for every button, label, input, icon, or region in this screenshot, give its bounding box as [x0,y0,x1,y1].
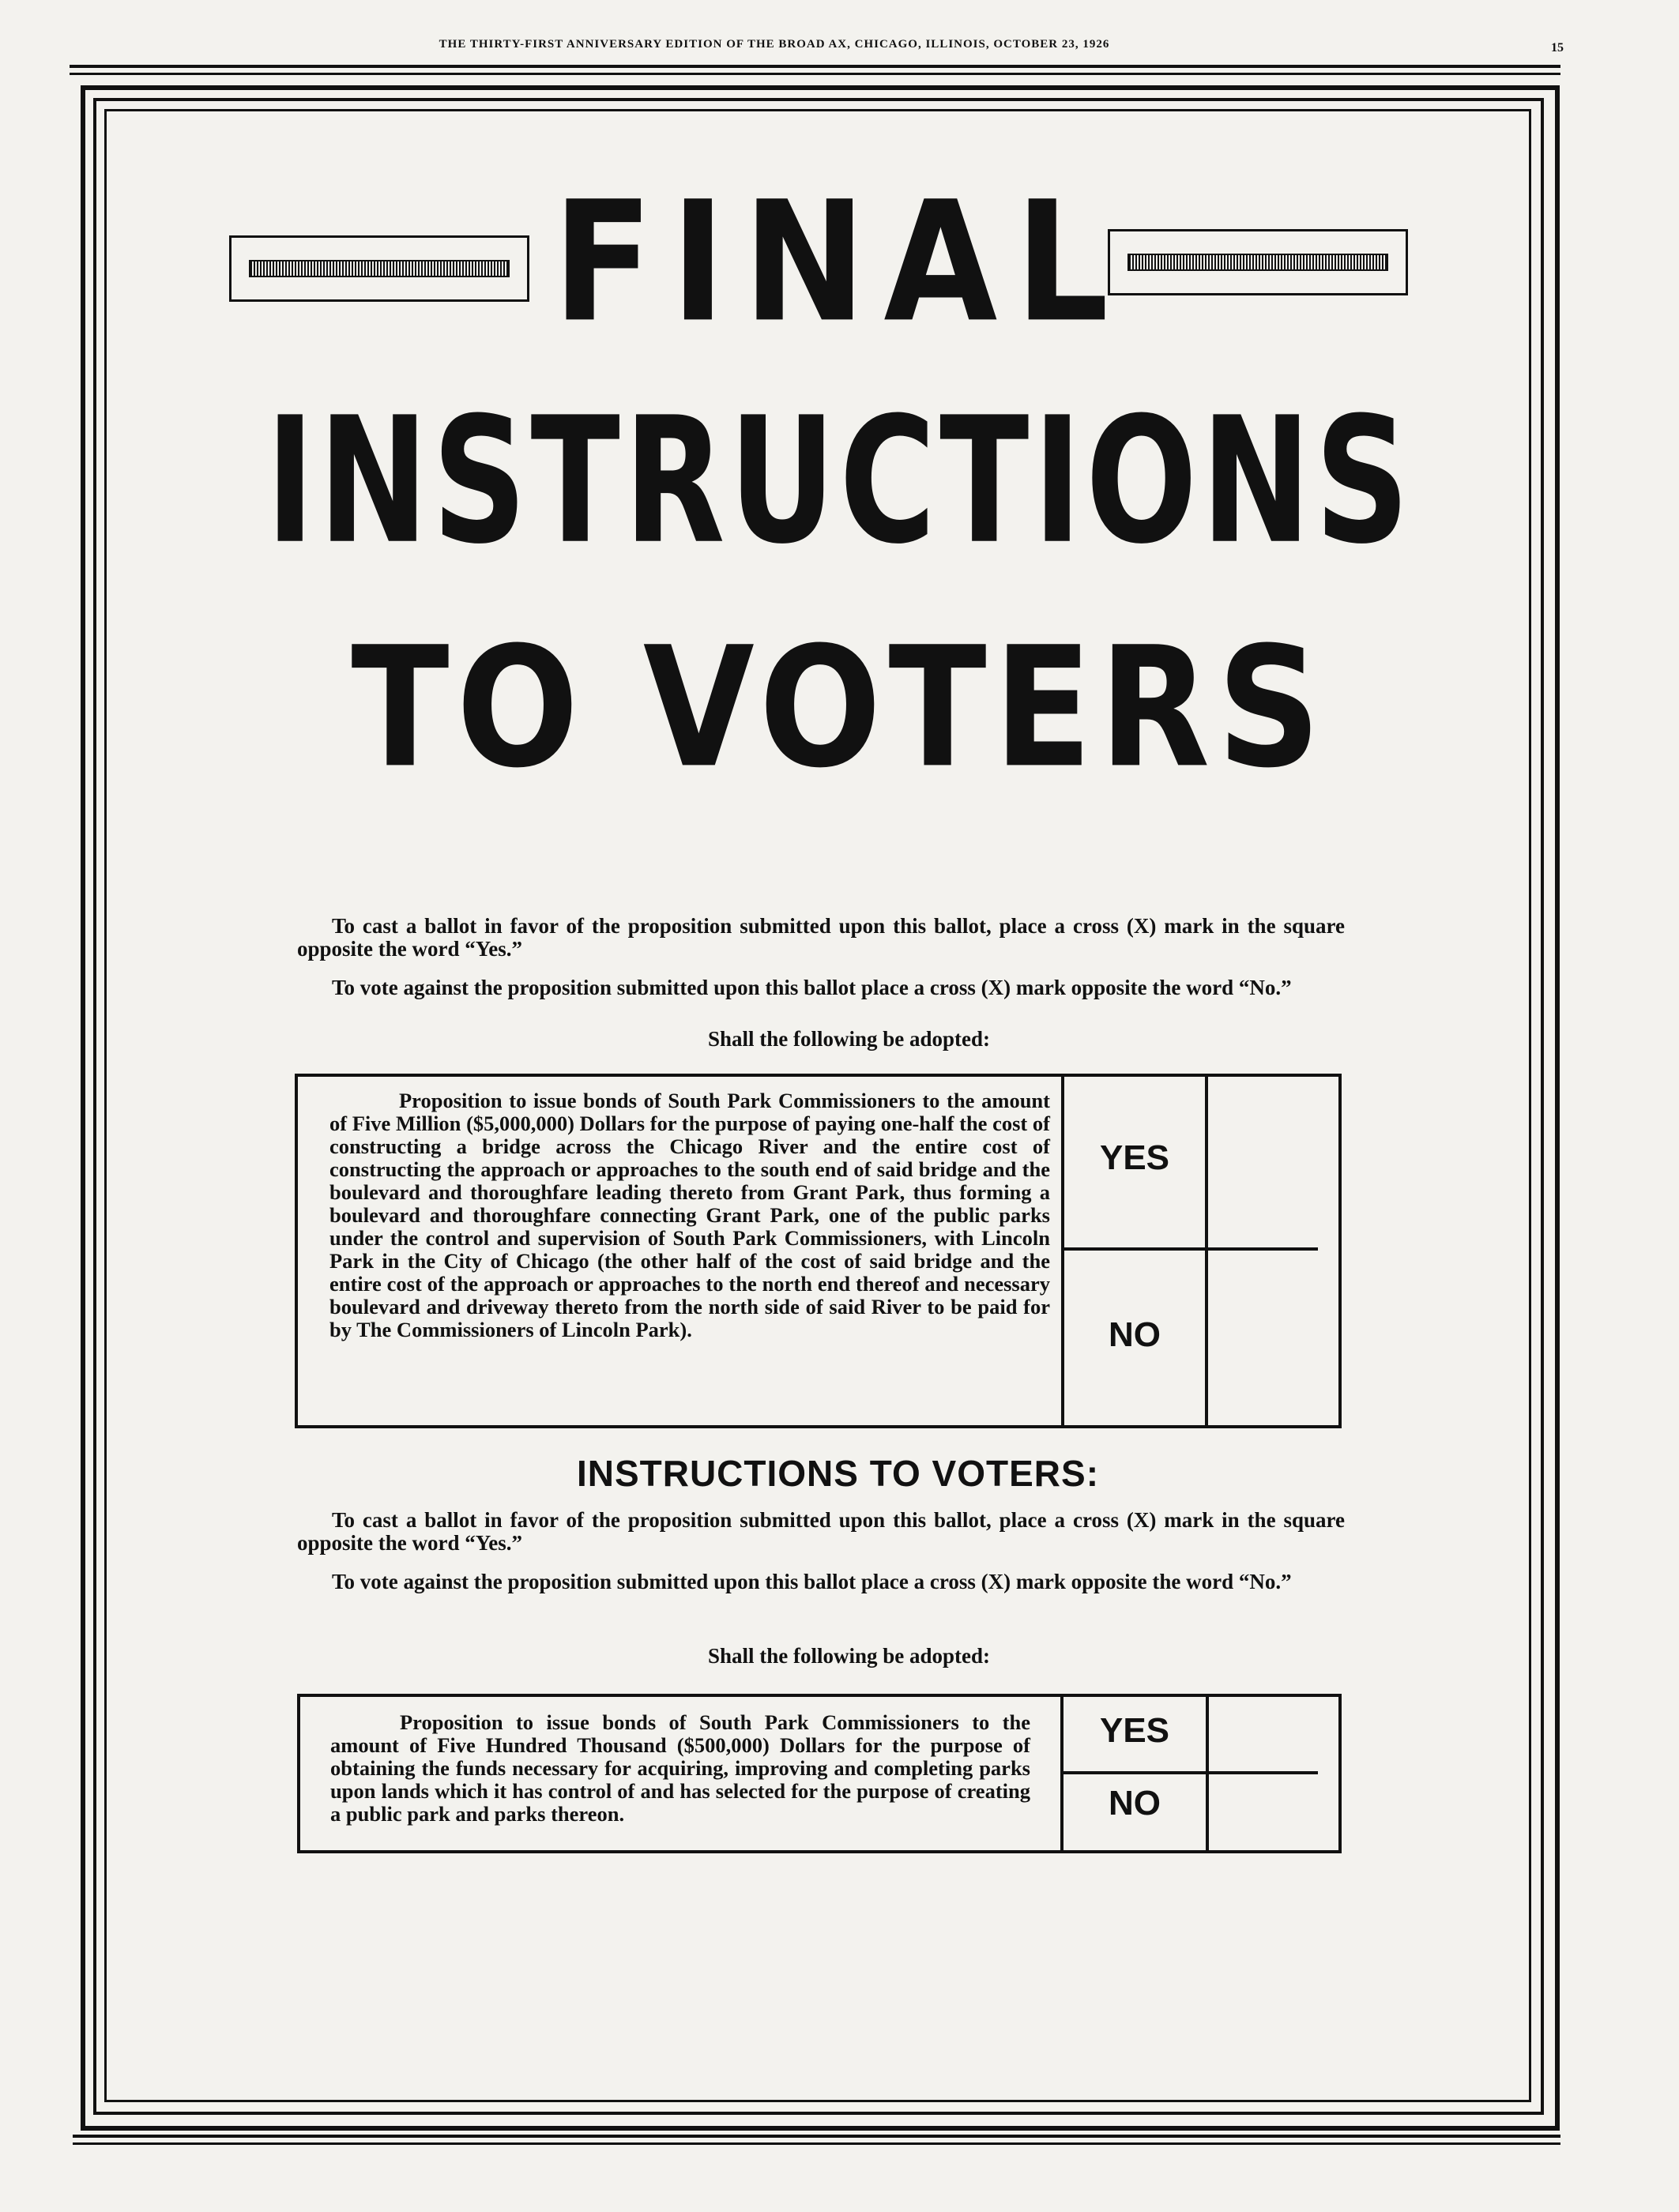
headline-to-voters: TO VOTERS [351,611,1328,805]
question-2: Shall the following be adopted: [707,1644,991,1668]
ballot-1-yes-label: YES [1099,1138,1170,1177]
instruction-no-2: To vote against the proposition submitted upon this ballot place a cross (X) mark opposite the word “No.” [332,1570,1292,1593]
top-rule-lower [70,73,1560,75]
ballot-2-no-square[interactable] [1209,1774,1340,1850]
ballot-1-divider-a [1061,1077,1064,1425]
ballot-1-no-label: NO [1109,1315,1161,1354]
headline-instructions: INSTRUCTIONS [265,380,1414,583]
ballot-1-no-square[interactable] [1208,1251,1340,1425]
instruction-yes-1: To cast a ballot in favor of the proposition submitted upon this ballot, place a cross (X) mark in the square opposite the word “Yes.” [297,914,1345,961]
question-1: Shall the following be adopted: [707,1027,991,1051]
ballot-2-yes-square[interactable] [1209,1697,1340,1771]
instruction-yes-2: To cast a ballot in favor of the proposition submitted upon this ballot, place a cross (X) mark in the square opposite the word “Yes.” [297,1508,1345,1555]
ballot-2-no-label: NO [1109,1784,1161,1823]
proposition-2: Proposition to issue bonds of South Park Commissioners to the amount of Five Hundred Thousand ($500,000) Dollars for the purpose of obtaining the funds necessary for acquiring, improving and completing parks upon lands which it has control of and has selected for the purpose of creating a public park and parks thereon. [330,1710,1030,1826]
ballot-box-2 [297,1694,1342,1853]
edition-header: THE THIRTY-FIRST ANNIVERSARY EDITION OF THE BROAD AX, CHICAGO, ILLINOIS, OCTOBER 23, 1926 [439,38,1110,51]
page-number: 15 [1551,41,1564,55]
headline-final: FINAL [552,166,1127,359]
ballot-1-yes-square[interactable] [1208,1077,1340,1247]
bottom-rule-upper [73,2135,1560,2138]
top-rule-upper [70,65,1560,68]
ballot-2-yes-label: YES [1099,1711,1170,1750]
instruction-no-1: To vote against the proposition submitted upon this ballot place a cross (X) mark opposite the word “No.” [332,976,1292,999]
section-2-heading: INSTRUCTIONS TO VOTERS: [576,1453,1100,1494]
proposition-1: Proposition to issue bonds of South Park Commissioners to the amount of Five Million ($5,000,000) Dollars for the purpose of paying one-half the cost of constructing a bridge across the Chicago River and the entire cost of constructing the approach or approaches to the south end of said bridge and the boulevard and thoroughfare leading thereto from Grant Park, thus forming a boulevard and thoroughfare connecting Grant Park, one of the public parks under the control and supervision of South Park Commissioners, with Lincoln Park in the City of Chicago (the other half of the cost of said bridge and the entire cost of the approach or approaches to the north end thereof and necessary boulevard and driveway thereto from the north side of said River to be paid for by The Commissioners of Lincoln Park). [329,1089,1050,1341]
bottom-rule-lower [73,2142,1560,2145]
ballot-box-1 [295,1074,1342,1428]
